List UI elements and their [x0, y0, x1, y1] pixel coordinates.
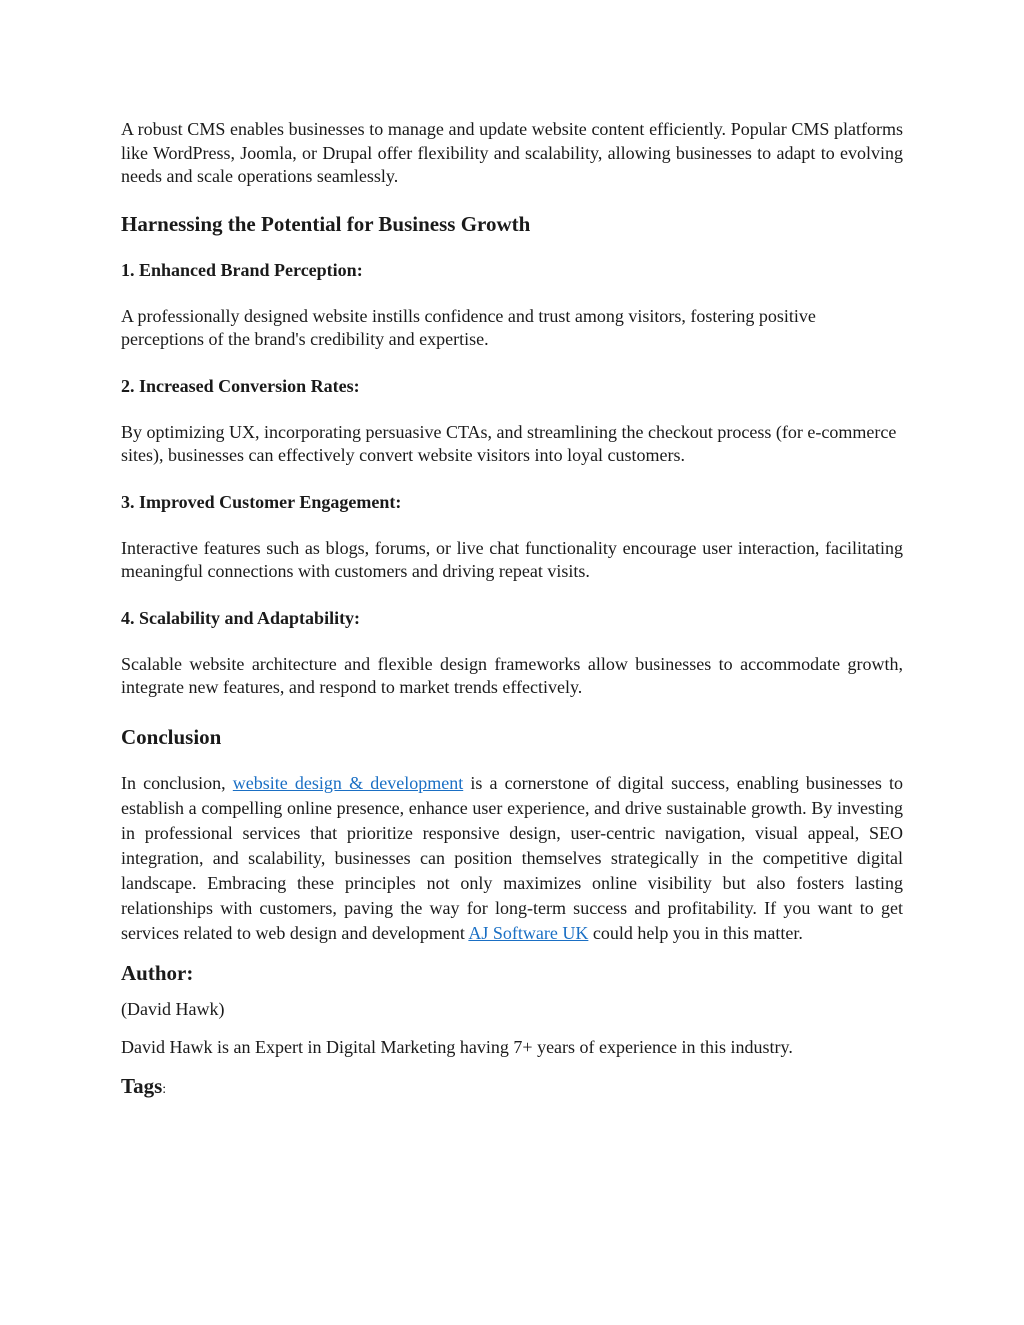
author-heading: Author:: [121, 960, 194, 985]
conclusion-heading: Conclusion: [121, 724, 222, 749]
growth-section-heading: Harnessing the Potential for Business Growth: [121, 211, 531, 236]
conclusion-paragraph: [121, 771, 903, 946]
conclusion-text-start: In conclusion,: [121, 772, 233, 793]
author-bio: David Hawk is an Expert in Digital Marketing having 7+ years of experience in this industry.: [121, 1037, 793, 1057]
item-4-title: 4. Scalability and Adaptability:: [121, 607, 361, 628]
document-page: [121, 118, 903, 1103]
item-3-title: 3. Improved Customer Engagement:: [121, 491, 402, 512]
item-2-title: 2. Increased Conversion Rates:: [121, 375, 360, 396]
tags-colon: :: [162, 1081, 167, 1097]
intro-paragraph: A robust CMS enables businesses to manage and update website content efficiently. Popular CMS platforms like WordPress, Joomla, or Drupal offer flexibility and scalability, allowing businesses to adapt to evolving needs and scale operations seamlessly.: [121, 119, 903, 186]
aj-software-uk-link[interactable]: AJ Software UK: [468, 922, 589, 943]
item-3-text: Interactive features such as blogs, forums, or live chat functionality encourage user interaction, facilitating meaningful connections with customers and driving repeat visits.: [121, 537, 903, 581]
item-2-text: By optimizing UX, incorporating persuasive CTAs, and streamlining the checkout process (for e-commerce sites), businesses can effectively convert website visitors into loyal customers.: [121, 421, 897, 465]
conclusion-text-end: could help you in this matter.: [588, 922, 803, 943]
item-4-text: Scalable website architecture and flexible design frameworks allow businesses to accommodate growth, integrate new features, and respond to market trends effectively.: [121, 653, 903, 697]
website-design-development-link[interactable]: website design & development: [232, 772, 464, 793]
conclusion-text-middle: is a cornerstone of digital success, enabling businesses to establish a compelling online presence, enhance user experience, and drive sustainable growth. By investing in professional services that prioritize responsive design, user-centric navigation, visual appeal, SEO integration, and scalability, businesses can position themselves strategically in the competitive digital landscape. Embracing these principles not only maximizes online visibility but also fosters lasting relationships with customers, paving the way for long-term success and profitability. If you want to get services related to web design and development: [121, 772, 904, 943]
item-1-title: 1. Enhanced Brand Perception:: [121, 259, 363, 280]
tags-line: [121, 1073, 903, 1103]
tags-label: Tags: [121, 1073, 163, 1098]
item-1-text: A professionally designed website instills confidence and trust among visitors, fostering positive perceptions of the brand's credibility and expertise.: [121, 305, 816, 349]
author-name: (David Hawk): [121, 998, 225, 1019]
